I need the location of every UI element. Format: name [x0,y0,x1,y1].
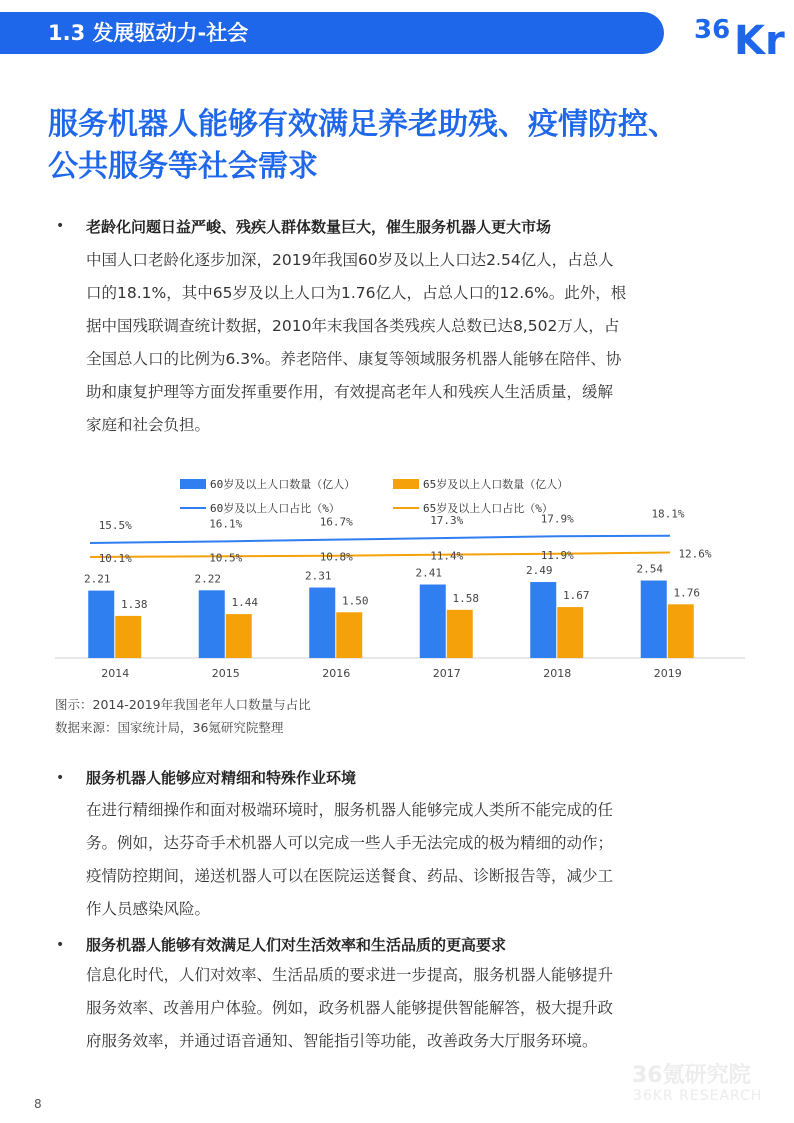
section-title: 1.3 发展驱动力-社会 [48,21,249,45]
line-data-label: 16.1% [209,517,243,531]
bar-data-label: 2.49 [526,564,553,578]
legend-label: 65岁及以上人口数量（亿人） [423,478,569,491]
bar-data-label: 2.22 [194,572,221,586]
legend-swatch [180,479,206,489]
bar [557,607,583,658]
x-tick-label: 2015 [211,667,240,680]
bar [447,610,473,658]
line-data-label: 12.6% [678,547,712,561]
bar [88,591,114,658]
line-data-label: 11.9% [540,548,574,562]
bar [420,584,446,658]
bar-data-label: 1.76 [673,586,700,600]
bar-data-label: 2.54 [636,562,663,576]
figure-caption: 图示：2014-2019年我国老年人口数量与占比 [55,697,311,712]
series-line [90,553,670,558]
bar [226,614,252,658]
line-data-label: 17.9% [540,512,574,526]
bullet: • [56,937,65,953]
line-data-label: 10.5% [209,551,243,565]
bar-data-label: 1.44 [231,596,258,610]
paragraph-line: 信息化时代，人们对效率、生活品质的要求进一步提高，服务机器人能够提升 [86,966,614,984]
paragraph-line: 家庭和社会负担。 [86,416,211,434]
bar-data-label: 1.58 [452,591,479,605]
legend-swatch [393,479,419,489]
legend-label: 65岁及以上人口占比（%） [423,502,553,515]
bullet: • [56,218,65,234]
x-tick-label: 2014 [101,667,130,680]
title-line-2: 公共服务等社会需求 [48,149,318,184]
line-data-label: 10.1% [98,552,132,565]
bar [115,616,141,658]
figure-source: 数据来源：国家统计局，36氪研究院整理 [55,720,284,735]
bar [309,588,335,658]
page-number: 8 [34,1097,42,1111]
bar [668,604,694,658]
bar-data-label: 1.67 [563,589,590,603]
36kr-logo [690,4,794,56]
paragraph-line: 据中国残联调查统计数据，2010年末我国各类残疾人总数已达8,502万人，占 [86,317,620,335]
paragraph-line: 府服务效率，并通过语音通知、智能指引等功能，改善政务大厅服务环境。 [86,1032,598,1050]
bar [530,582,556,658]
paragraph-line: 服务效率、改善用户体验。例如，政务机器人能够提供智能解答，极大提升政 [86,999,614,1017]
section-heading: 老龄化问题日益严峻、残疾人群体数量巨大，催生服务机器人更大市场 [86,218,552,236]
x-tick-label: 2016 [322,667,351,680]
series-line [90,536,670,543]
paragraph-line: 疫情防控期间，递送机器人可以在医院运送餐食、药品、诊断报告等，减少工 [86,867,614,885]
section-paragraph [86,794,736,926]
bar [336,612,362,658]
section-heading: 服务机器人能够有效满足人们对生活效率和生活品质的更高要求 [86,936,507,954]
paragraph-line: 助和康复护理等方面发挥重要作用，有效提高老年人和残疾人生活质量，缓解 [86,383,614,401]
line-data-label: 11.4% [430,549,464,563]
watermark-cn: 36氪研究院 [632,1063,751,1088]
watermark-en: 36KR RESEARCH [633,1088,763,1104]
bar [199,590,225,658]
line-data-label: 10.8% [319,550,353,564]
paragraph-line: 务。例如，达芬奇手术机器人可以完成一些人手无法完成的极为精细的动作； [86,834,614,852]
line-data-label: 17.3% [430,513,464,527]
legend-label: 60岁及以上人口数量（亿人） [210,478,356,491]
x-tick-label: 2019 [653,667,682,680]
section-paragraph [86,959,736,1058]
elderly-population-chart [50,470,750,690]
page-title [48,104,748,188]
bar-data-label: 1.38 [121,597,148,611]
bar [641,581,667,658]
paragraph-line: 中国人口老龄化逐步加深，2019年我国60岁及以上人口达2.54亿人，占总人 [86,251,614,269]
bar-data-label: 2.21 [84,572,111,586]
paragraph-line: 全国总人口的比例为6.3%。养老陪伴、康复等领域服务机器人能够在陪伴、协 [86,350,622,368]
line-data-label: 16.7% [319,515,353,529]
paragraph-line: 在进行精细操作和面对极端环境时，服务机器人能够完成人类所不能完成的任 [86,801,614,819]
bar-data-label: 2.31 [305,569,332,583]
bullet: • [56,770,65,786]
paragraph-line: 口的18.1%，其中65岁及以上人口为1.76亿人，占总人口的12.6%。此外，根 [86,284,627,302]
paragraph-line: 作人员感染风险。 [86,900,211,918]
line-data-label: 15.5% [98,519,132,532]
x-tick-label: 2017 [432,667,461,680]
x-tick-label: 2018 [543,667,572,680]
title-line-1: 服务机器人能够有效满足养老助残、疫情防控、 [48,107,678,142]
section-paragraph [86,244,736,442]
bar-data-label: 1.50 [342,594,369,608]
bar-data-label: 2.41 [415,566,442,580]
logo-text-36: 36 [694,15,731,45]
legend-label: 60岁及以上人口占比（%） [210,502,340,515]
logo-text-kr: Kr [734,18,785,56]
line-data-label: 18.1% [651,507,685,521]
section-heading: 服务机器人能够应对精细和特殊作业环境 [86,769,357,787]
